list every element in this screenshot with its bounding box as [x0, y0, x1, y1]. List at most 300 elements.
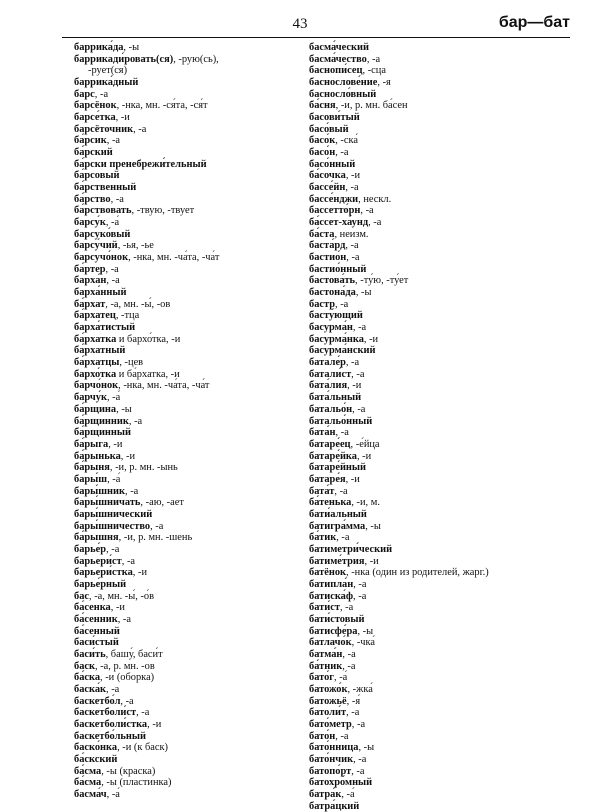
- entry-inflection: , -а: [136, 707, 150, 719]
- dictionary-entry: [309, 322, 579, 334]
- entry-headword: ба́ска: [74, 672, 101, 684]
- entry-headword: батали́ст: [309, 368, 352, 380]
- dictionary-entry: [74, 369, 292, 381]
- entry-inflection: , -а: [106, 543, 120, 555]
- entry-inflection: , -твую, -твует: [131, 205, 195, 217]
- entry-headword: басма́чество: [309, 53, 367, 65]
- dictionary-entry: [74, 112, 292, 124]
- dictionary-entry: [309, 579, 579, 591]
- dictionary-entry: [309, 77, 579, 89]
- entry-inflection: , -я: [377, 77, 391, 89]
- entry-inflection: , -а: [346, 707, 360, 719]
- entry-inflection: , -а́: [106, 392, 121, 404]
- dictionary-entry: [74, 345, 292, 357]
- dictionary-entry: [309, 696, 579, 708]
- entry-headword: бати́ст: [309, 602, 340, 614]
- entry-headword: баскетбо́льный: [74, 730, 146, 742]
- dictionary-entry: [309, 334, 579, 346]
- entry-inflection: , -я́: [346, 695, 361, 707]
- entry-headword: батиска́ф: [309, 590, 354, 602]
- entry-inflection: , -ы: [116, 403, 132, 415]
- dictionary-entry: [74, 754, 292, 766]
- entry-inflection: , -а: [106, 135, 121, 147]
- dictionary-entry: [74, 766, 292, 778]
- dictionary-entry: [309, 649, 579, 661]
- entry-headword: ба́рынька: [74, 450, 121, 462]
- dictionary-entry: [74, 486, 292, 498]
- entry-inflection: , -а: [117, 613, 131, 625]
- right-column: [309, 42, 579, 812]
- dictionary-entry: [309, 497, 579, 509]
- dictionary-entry: [74, 89, 292, 101]
- dictionary-entry: [309, 602, 579, 614]
- dictionary-entry: [309, 416, 579, 428]
- entry-inflection: , -аю, -ает: [140, 497, 184, 509]
- entry-inflection: , -а, мн. -ы́, -ов: [105, 298, 171, 310]
- entry-headword: барха́нный: [74, 287, 127, 299]
- entry-inflection: , -а́: [106, 789, 120, 800]
- entry-inflection: , -а: [351, 765, 365, 777]
- dictionary-entry: [309, 661, 579, 673]
- entry-headword: бастр: [309, 298, 336, 310]
- dictionary-entry: [309, 135, 579, 147]
- dictionary-entry: [309, 159, 579, 171]
- entry-headword: батожьё: [309, 695, 347, 707]
- dictionary-entry: [309, 556, 579, 568]
- dictionary-entry: [74, 217, 292, 229]
- dictionary-entry: [74, 275, 292, 287]
- dictionary-entry: [74, 124, 292, 136]
- running-head: бар—бат: [498, 14, 570, 31]
- dictionary-entry: [309, 731, 579, 743]
- entry-headword: баси́ть: [74, 648, 106, 660]
- dictionary-entry: [74, 567, 292, 579]
- dictionary-entry: [74, 54, 292, 66]
- entry-headword: баскетбо́л: [74, 695, 121, 707]
- entry-headword: барьери́ст: [74, 555, 122, 567]
- entry-inflection: , -рую(сь),: [173, 53, 219, 65]
- entry-inflection: , -а: [352, 403, 366, 415]
- entry-headword: барсучо́нок: [74, 252, 129, 264]
- entry-inflection: , -а: [345, 240, 359, 252]
- entry-inflection: , -а: [335, 730, 349, 742]
- dictionary-entry: [309, 170, 579, 182]
- entry-inflection: , -и, р. мн. -ынь: [109, 462, 178, 474]
- entry-headword: барсу́к: [74, 217, 106, 229]
- entry-inflection: , -а: [334, 485, 348, 497]
- dictionary-entry: [74, 240, 292, 252]
- dictionary-entry: [74, 264, 292, 276]
- dictionary-entry: [309, 707, 579, 719]
- dictionary-entry: [309, 124, 579, 136]
- entry-headword: басо́к: [309, 135, 336, 147]
- dictionary-entry: [74, 731, 292, 743]
- dictionary-entry: [309, 112, 579, 124]
- dictionary-entry: [74, 462, 292, 474]
- dictionary-entry: [74, 602, 292, 614]
- entry-headword: басо́нный: [309, 158, 356, 170]
- entry-inflection: , -цев: [119, 357, 144, 369]
- entry-inflection: , -сца: [362, 65, 386, 77]
- entry-headword: бати́стовый: [309, 613, 365, 625]
- entry-headword: батигра́мма: [309, 520, 366, 532]
- dictionary-entry: [309, 614, 579, 626]
- entry-headword: басурма́н: [309, 322, 353, 334]
- entry-inflection: , -а: [351, 718, 366, 730]
- entry-headword: ба́рщинник: [74, 415, 129, 427]
- dictionary-entry: [74, 556, 292, 568]
- entry-headword: бары́шнический: [74, 508, 153, 520]
- dictionary-entry: [74, 649, 292, 661]
- dictionary-entry: [74, 684, 292, 696]
- entry-inflection: , -и: [345, 473, 360, 485]
- entry-inflection: , -и: [110, 602, 125, 614]
- entry-inflection: , -а: [368, 217, 382, 229]
- entry-headword: бата́льный: [309, 392, 362, 404]
- dictionary-entry: [74, 614, 292, 626]
- entry-inflection: , -а: [106, 683, 120, 695]
- dictionary-entry-continuation: [74, 65, 292, 77]
- dictionary-entry: [309, 766, 579, 778]
- entry-headword: бассе́нджи: [309, 193, 359, 205]
- dictionary-entry: [74, 299, 292, 311]
- entry-headword: батаре́йный: [309, 462, 367, 474]
- entry-headword: ба́рски пренебрежи́тельный: [74, 158, 207, 170]
- entry-headword: ба́рство: [74, 193, 111, 205]
- entry-inflection: , -а: [339, 602, 354, 614]
- dictionary-entry: [74, 100, 292, 112]
- entry-inflection: , -чка́: [351, 637, 376, 649]
- dictionary-entry: [74, 159, 292, 171]
- dictionary-entry: [309, 486, 579, 498]
- dictionary-entry: [309, 392, 579, 404]
- entry-headword: батальо́н: [309, 403, 353, 415]
- dictionary-entry: [309, 89, 579, 101]
- entry-headword: ба́рхатец: [74, 310, 116, 322]
- dictionary-entry: [74, 497, 292, 509]
- entry-headword: батале́р: [309, 357, 346, 369]
- entry-inflection: , -а: [120, 695, 134, 707]
- entry-headword: бары́шничество: [74, 520, 151, 532]
- entry-headword: бастона́да: [309, 287, 356, 299]
- dictionary-entry: [309, 100, 579, 112]
- dictionary-entry: [74, 474, 292, 486]
- entry-headword: бата́т: [309, 485, 335, 497]
- entry-headword: ба́рствовать: [74, 205, 132, 217]
- dictionary-entry: [309, 521, 579, 533]
- entry-inflection: , неизм.: [334, 228, 369, 240]
- dictionary-entry: [74, 310, 292, 322]
- entry-inflection: , -а: [345, 182, 359, 194]
- entry-headword: басма́ч: [74, 789, 107, 800]
- dictionary-entry: [309, 626, 579, 638]
- dictionary-entry: [309, 672, 579, 684]
- entry-inflection: , -а: [335, 427, 349, 439]
- entry-inflection: , -а́: [341, 789, 355, 800]
- dictionary-entry: [309, 462, 579, 474]
- dictionary-entry: [309, 532, 579, 544]
- entry-headword: басту́ющий: [309, 310, 363, 322]
- dictionary-entry: [74, 416, 292, 428]
- dictionary-entry: [309, 147, 579, 159]
- entry-headword: барха́н: [74, 275, 107, 287]
- entry-headword: ба́тенька: [309, 497, 352, 509]
- dictionary-entry: [74, 521, 292, 533]
- dictionary-entry: [309, 182, 579, 194]
- dictionary-entry: [74, 719, 292, 731]
- entry-headword: ба́рщинный: [74, 427, 132, 439]
- entry-headword: ба́рственный: [74, 182, 137, 194]
- entry-headword: баскетболи́ст: [74, 707, 137, 719]
- entry-inflection: , -а: [351, 368, 365, 380]
- entry-inflection: , -ы: [357, 625, 374, 637]
- dictionary-entry: [309, 299, 579, 311]
- entry-headword: барсуко́вый: [74, 228, 131, 240]
- entry-inflection: , -и: [347, 380, 362, 392]
- dictionary-entry: [74, 392, 292, 404]
- entry-inflection: , -а: [94, 88, 109, 100]
- dictionary-entry: [309, 345, 579, 357]
- left-column: [74, 42, 292, 801]
- entry-inflection: , -и: [345, 170, 361, 182]
- entry-headword: барчу́к: [74, 392, 107, 404]
- dictionary-entry: [309, 205, 579, 217]
- dictionary-entry: [74, 439, 292, 451]
- dictionary-entry: [309, 229, 579, 241]
- entry-inflection: , -ы: [365, 520, 381, 532]
- entry-inflection: , -а: [125, 485, 139, 497]
- dictionary-entry: [309, 637, 579, 649]
- dictionary-entry: [74, 742, 292, 754]
- entry-headword: батоли́т: [309, 707, 347, 719]
- entry-headword: барха́тистый: [74, 322, 136, 334]
- dictionary-entry: [74, 427, 292, 439]
- entry-headword: барье́рный: [74, 578, 127, 590]
- entry-inflection: , -и: [108, 438, 123, 450]
- entry-headword: ба́сма: [74, 765, 102, 777]
- dictionary-entry: [74, 579, 292, 591]
- entry-headword: барсу́чий: [74, 240, 118, 252]
- entry-inflection: , -а: [133, 123, 147, 135]
- dictionary-entry: [74, 661, 292, 673]
- entry-inflection: , -а: [335, 298, 349, 310]
- entry-headword: ба́скский: [74, 753, 118, 765]
- dictionary-entry: [74, 170, 292, 182]
- entry-headword: ба́сма: [74, 777, 102, 789]
- dictionary-entry: [309, 357, 579, 369]
- dictionary-entry: [309, 194, 579, 206]
- entry-headword: барчо́нок: [74, 380, 119, 392]
- entry-inflection: , -и: [363, 333, 379, 345]
- entry-inflection: , -и (к баск): [117, 742, 169, 754]
- entry-inflection: , -нка, мн. -ся́та, -ся́т: [116, 100, 208, 112]
- entry-headword: баснослове́ние: [309, 77, 378, 89]
- entry-inflection: , -а́: [107, 473, 121, 485]
- entry-inflection: , нескл.: [358, 193, 392, 205]
- entry-headword: ба́ссет-ха́унд: [309, 217, 369, 229]
- dictionary-entry: [74, 147, 292, 159]
- dictionary-entry: [309, 65, 579, 77]
- entry-headword: бато́н: [309, 730, 336, 742]
- dictionary-entry: [309, 310, 579, 322]
- dictionary-entry: [74, 591, 292, 603]
- entry-inflection: , -и: [132, 567, 148, 579]
- entry-headword: ба́рхат: [74, 298, 106, 310]
- dictionary-entry: [309, 544, 579, 556]
- dictionary-entry: [74, 357, 292, 369]
- entry-inflection: , -а: [345, 357, 360, 369]
- dictionary-entry: [309, 719, 579, 731]
- entry-headword: баска́к: [74, 683, 107, 695]
- entry-headword: ба́тник: [309, 660, 343, 672]
- dictionary-entry: [309, 742, 579, 754]
- entry-inflection: , -нка, мн. -ча́та, -ча́т: [118, 380, 210, 392]
- entry-headword: батёнок: [309, 567, 347, 579]
- entry-inflection: , -и: [120, 450, 136, 462]
- entry-headword: ба́сенник: [74, 613, 118, 625]
- entry-inflection: , -жка́: [347, 683, 373, 695]
- entry-inflection: , -а: [121, 555, 136, 567]
- entry-headword: басма́ческий: [309, 42, 369, 53]
- dictionary-entry: [309, 287, 579, 299]
- entry-inflection: и бархо́тка, -и: [116, 333, 181, 345]
- entry-headword: ба́рыня: [74, 462, 110, 474]
- entry-headword: бата́лия: [309, 380, 348, 392]
- dictionary-entry: [74, 544, 292, 556]
- dictionary-entry: [309, 439, 579, 451]
- entry-headword: бато́нчик: [309, 753, 354, 765]
- dictionary-entry: [74, 696, 292, 708]
- dictionary-entry: [74, 509, 292, 521]
- entry-headword: ба́рщина: [74, 403, 117, 415]
- dictionary-entry: [309, 240, 579, 252]
- entry-headword: бата́н: [309, 427, 336, 439]
- entry-headword: бары́шничать: [74, 497, 141, 509]
- entry-headword: бастио́н: [309, 252, 347, 264]
- dictionary-entry: [74, 777, 292, 789]
- dictionary-entry: [309, 404, 579, 416]
- dictionary-entry: [309, 591, 579, 603]
- entry-inflection: , -а: [353, 753, 367, 765]
- entry-inflection: , -нка (один из родителей, жарг.): [346, 567, 489, 579]
- dictionary-entry: [309, 684, 579, 696]
- entry-inflection: , -а́: [334, 672, 348, 684]
- dictionary-entry: [309, 252, 579, 264]
- entry-headword: батра́к: [309, 789, 342, 800]
- entry-headword: батожо́к: [309, 683, 348, 695]
- entry-headword: ба́сенный: [74, 625, 120, 637]
- entry-headword: бастова́ть: [309, 275, 356, 287]
- entry-headword: бары́ш: [74, 473, 108, 485]
- entry-headword: батиметри́ческий: [309, 543, 393, 555]
- dictionary-entry: [74, 451, 292, 463]
- entry-inflection: -рует(ся): [88, 65, 128, 77]
- entry-inflection: , -а: [366, 53, 381, 65]
- dictionary-entry: [309, 801, 579, 812]
- header-rule: [62, 37, 570, 38]
- entry-inflection: , -ска́: [335, 135, 358, 147]
- entry-headword: басурма́нка: [309, 333, 364, 345]
- dictionary-entry: [74, 205, 292, 217]
- entry-headword: барсе́тка: [74, 112, 116, 124]
- entry-inflection: , -а, мн. -ы́, -о́в: [89, 590, 155, 602]
- entry-headword: баснопи́сец: [309, 65, 363, 77]
- dictionary-entry: [74, 42, 292, 54]
- entry-headword: баско́нка: [74, 742, 118, 754]
- dictionary-entry: [74, 672, 292, 684]
- entry-inflection: , -а: [106, 275, 120, 287]
- entry-headword: бастио́нный: [309, 263, 367, 275]
- entry-headword: бархо́тка: [74, 368, 117, 380]
- dictionary-entry: [74, 252, 292, 264]
- entry-headword: баррика́да: [74, 42, 124, 53]
- entry-inflection: , -а́: [105, 217, 120, 229]
- dictionary-entry: [309, 369, 579, 381]
- entry-headword: ба́сенка: [74, 602, 111, 614]
- dictionary-entry: [74, 789, 292, 801]
- dictionary-entry: [74, 229, 292, 241]
- entry-inflection: , -а: [105, 263, 119, 275]
- dictionary-entry: [309, 427, 579, 439]
- page-number: 43: [292, 16, 308, 32]
- entry-inflection: , -ы (пластинка): [101, 777, 172, 789]
- entry-headword: ба́рсовый: [74, 170, 120, 182]
- entry-headword: ба́ртер: [74, 263, 106, 275]
- entry-headword: батальо́нный: [309, 415, 373, 427]
- entry-headword: барс: [74, 88, 95, 100]
- entry-inflection: и ба́рхатка, -и: [116, 368, 180, 380]
- entry-inflection: , -а: [352, 322, 367, 334]
- entry-inflection: , -е́йца: [350, 438, 380, 450]
- entry-inflection: , -и: [364, 555, 379, 567]
- dictionary-entry: [74, 182, 292, 194]
- entry-headword: батаре́ец: [309, 438, 351, 450]
- entry-headword: барьери́стка: [74, 567, 133, 579]
- dictionary-entry: [309, 474, 579, 486]
- entry-headword: бато́метр: [309, 718, 352, 730]
- entry-headword: ба́рский: [74, 147, 113, 159]
- entry-headword: батопо́рт: [309, 765, 352, 777]
- entry-inflection: , -ья, -ье: [117, 240, 154, 252]
- entry-headword: баск: [74, 660, 95, 672]
- dictionary-entry: [309, 54, 579, 66]
- entry-inflection: , -ту́ю, -ту́ет: [355, 275, 409, 287]
- entry-headword: бассе́йн: [309, 182, 346, 194]
- dictionary-entry: [74, 404, 292, 416]
- entry-inflection: , -а: [110, 193, 124, 205]
- dictionary-entry: [309, 275, 579, 287]
- dictionary-entry: [74, 707, 292, 719]
- entry-headword: ба́ста: [309, 228, 335, 240]
- entry-headword: барье́р: [74, 543, 107, 555]
- dictionary-entry: [74, 322, 292, 334]
- entry-headword: ба́рышня: [74, 532, 119, 544]
- dictionary-entry: [309, 789, 579, 801]
- dictionary-entry: [309, 509, 579, 521]
- entry-inflection: , -ы (краска): [101, 765, 156, 777]
- entry-headword: барсёточник: [74, 123, 134, 135]
- entry-inflection: , башу́, баси́т: [105, 648, 163, 660]
- entry-headword: батипла́н: [309, 578, 354, 590]
- entry-headword: баррика́дный: [74, 77, 139, 89]
- dictionary-entry: [309, 567, 579, 579]
- entry-inflection: , -а: [346, 252, 360, 264]
- entry-headword: барсёнок: [74, 100, 117, 112]
- entry-headword: батиме́трия: [309, 555, 365, 567]
- entry-inflection: , -а: [353, 590, 367, 602]
- entry-inflection: , -а: [353, 578, 367, 590]
- entry-inflection: , -а: [342, 648, 356, 660]
